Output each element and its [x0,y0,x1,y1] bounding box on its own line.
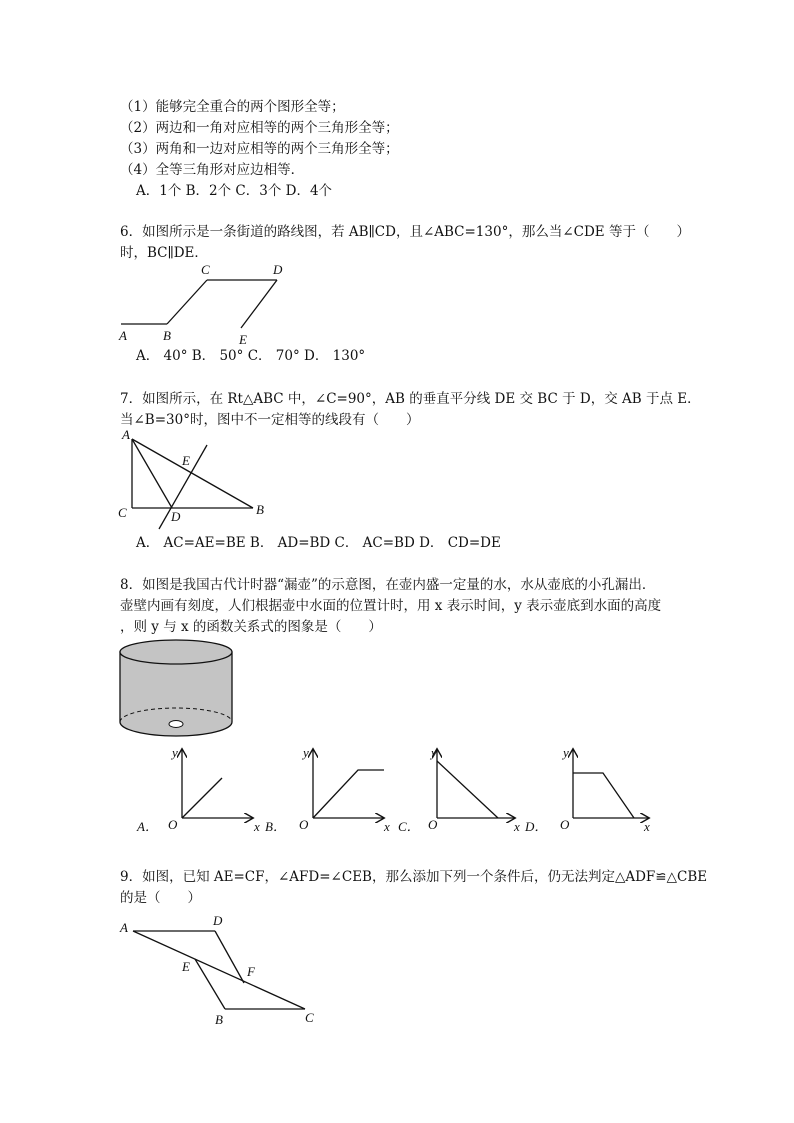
q8-option-b-letter: B． [265,819,286,834]
q6-label-d: D [273,262,283,277]
q9-label-e: E [182,959,190,974]
q8-option-a-letter: A． [137,819,158,834]
q8-graph-a-x-label: x [254,819,260,834]
q6-street-figure [115,260,315,348]
q8-option-c-letter: C． [398,819,420,834]
q7-stem-line2: 当∠B=30°时，图中不一定相等的线段有（ ） [120,412,420,428]
q9-figure [115,910,330,1028]
q8-graph-c-y-label: y [431,745,437,760]
q5-statement-3: （3）两角和一边对应相等的两个三角形全等； [120,141,399,157]
q8-graph-d-origin: O [560,817,570,832]
q7-options: A． AC=AE=BE B． AD=BD C． AC=BD D． CD=DE [136,535,501,551]
q8-stem-line2: 壶壁内画有刻度，人们根据壶中水面的位置计时，用 x 表示时间，y 表示壶底到水面的高度 [120,598,662,614]
q7-triangle-figure [115,425,275,530]
q5-statement-4: （4）全等三角形对应边相等． [120,162,305,178]
q8-graph-a-origin: O [168,817,178,832]
q7-stem-line1: 7．如图所示，在 Rt△ABC 中，∠C=90°，AB 的垂直平分线 DE 交 BC 于 D，交 AB 于点 E． [120,391,701,407]
q7-label-b: B [256,502,264,517]
q6-stem-line2: 时，BC∥DE． [120,245,208,261]
q6-stem-line1: 6．如图所示是一条街道的路线图，若 AB∥CD，且∠ABC=130°，那么当∠CDE 等于（ ） [120,224,690,240]
q6-label-e: E [239,332,247,347]
q8-graph-b-origin: O [299,817,309,832]
q7-label-e: E [182,453,190,468]
q8-option-d-letter: D． [525,819,548,834]
q9-label-c: C [305,1010,314,1025]
q8-graph-c-origin: O [428,817,438,832]
q6-label-c: C [201,262,210,277]
q8-graph-d-y-label: y [563,745,569,760]
q8-graph-c-x-label: x [514,819,520,834]
q9-label-d: D [213,913,223,928]
q5-statement-1: （1）能够完全重合的两个图形全等； [120,99,345,115]
q8-graph-b-x-label: x [384,819,390,834]
q9-stem-line1: 9．如图，已知 AE=CF，∠AFD=∠CEB，那么添加下列一个条件后，仍无法判定△ADF≌△CBE [120,869,708,885]
q8-stem-line3: ，则 y 与 x 的函数关系式的图象是（ ） [120,619,382,635]
q8-graph-a-y-label: y [172,745,178,760]
q5-statement-2: （2）两边和一角对应相等的两个三角形全等； [120,120,399,136]
q9-label-f: F [247,964,255,979]
q8-water-clock-figure [114,638,239,740]
q6-label-b: B [163,328,171,343]
q9-label-a: A [120,920,128,935]
q8-graph-d-x-label: x [644,819,650,834]
q8-answer-graphs [130,742,660,838]
q6-options: A． 40° B． 50° C． 70° D． 130° [136,348,366,364]
q8-stem-line1: 8．如图是我国古代计时器“漏壶”的示意图，在壶内盛一定量的水，水从壶底的小孔漏出． [120,577,656,593]
q7-label-d: D [171,509,181,524]
q8-graph-b-y-label: y [303,745,309,760]
q9-label-b: B [215,1012,223,1027]
q7-label-a: A [122,427,130,442]
q5-options: A．1个 B．2个 C．3个 D．4个 [136,183,333,199]
q7-label-c: C [118,505,127,520]
q9-stem-line2: 的是（ ） [120,890,201,906]
q6-label-a: A [119,328,127,343]
